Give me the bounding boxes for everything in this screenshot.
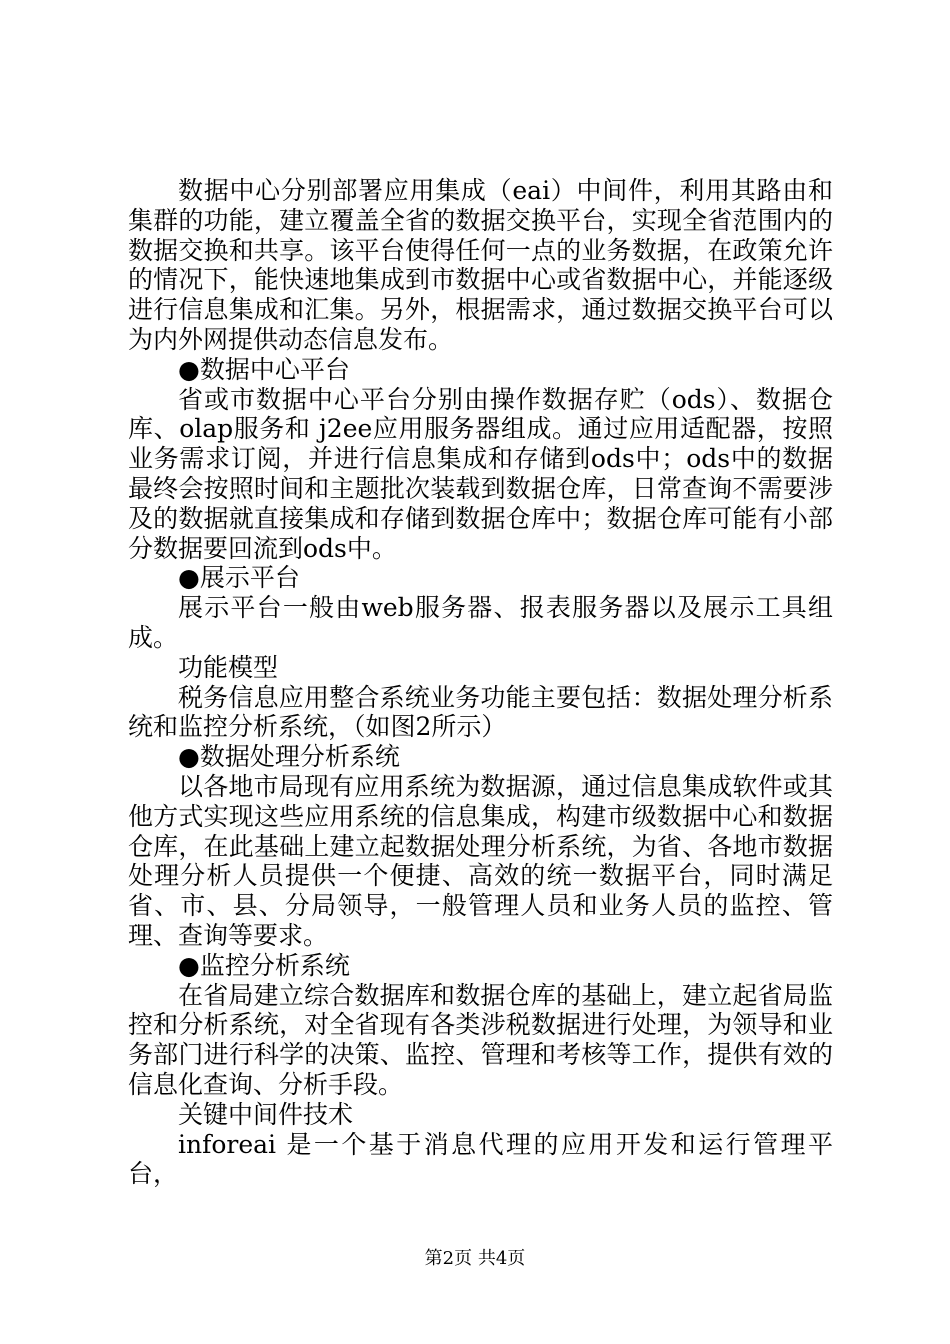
page-number: 第2页 共4页 (424, 1248, 526, 1269)
heading-display-platform: ●展示平台 (178, 563, 300, 593)
heading-middleware-tech: 关键中间件技术 (178, 1099, 354, 1129)
paragraph-display-platform: 展示平台一般由web服务器、报表服务器以及展示工具组成。 (128, 593, 833, 652)
paragraph-eai-intro: 数据中心分别部署应用集成（eai）中间件，利用其路由和集群的功能，建立覆盖全省的数据交换平台，实现全省范围内的数据交换和共享。该平台使得任何一点的业务数据，在政策允许的情况下，能快速地集成到市数据中心或省数据中心，并能逐级进行信息集成和汇集。另外，根据需求，通过数据交换平台可以为内外网提供动态信息发布。 (128, 176, 833, 354)
paragraph-inforeai: inforeai 是一个基于消息代理的应用开发和运行管理平台， (128, 1129, 833, 1189)
paragraph-monitoring-system: 在省局建立综合数据库和数据仓库的基础上，建立起省局监控和分析系统，对全省现有各类涉税数据进行处理，为领导和业务部门进行科学的决策、监控、管理和考核等工作，提供有效的信息化查询、分析手段。 (128, 980, 833, 1099)
heading-data-processing-system: ●数据处理分析系统 (178, 742, 400, 772)
heading-function-model: 功能模型 (178, 652, 279, 682)
heading-monitoring-system: ●监控分析系统 (178, 950, 350, 980)
paragraph-data-center-platform: 省或市数据中心平台分别由操作数据存贮（ods）、数据仓库、olap服务和 j2ee应用服务器组成。通过应用适配器，按照业务需求订阅，并进行信息集成和存储到ods中；ods中的数据最终会按照时间和主题批次装载到数据仓库，日常查询不需要涉及的数据就直接集成和存储到数据仓库中；数据仓库可能有小部分数据要回流到ods中。 (128, 384, 833, 563)
paragraph-data-processing-system: 以各地市局现有应用系统为数据源，通过信息集成软件或其他方式实现这些应用系统的信息集成，构建市级数据中心和数据仓库，在此基础上建立起数据处理分析系统，为省、各地市数据处理分析人员提供一个便捷、高效的统一数据平台，同时满足省、市、县、分局领导，一般管理人员和业务人员的监控、管理、查询等要求。 (128, 771, 833, 950)
document-body (128, 176, 833, 1189)
paragraph-function-model: 税务信息应用整合系统业务功能主要包括：数据处理分析系统和监控分析系统，（如图2所示） (128, 682, 833, 742)
heading-data-center-platform: ●数据中心平台 (178, 354, 350, 384)
